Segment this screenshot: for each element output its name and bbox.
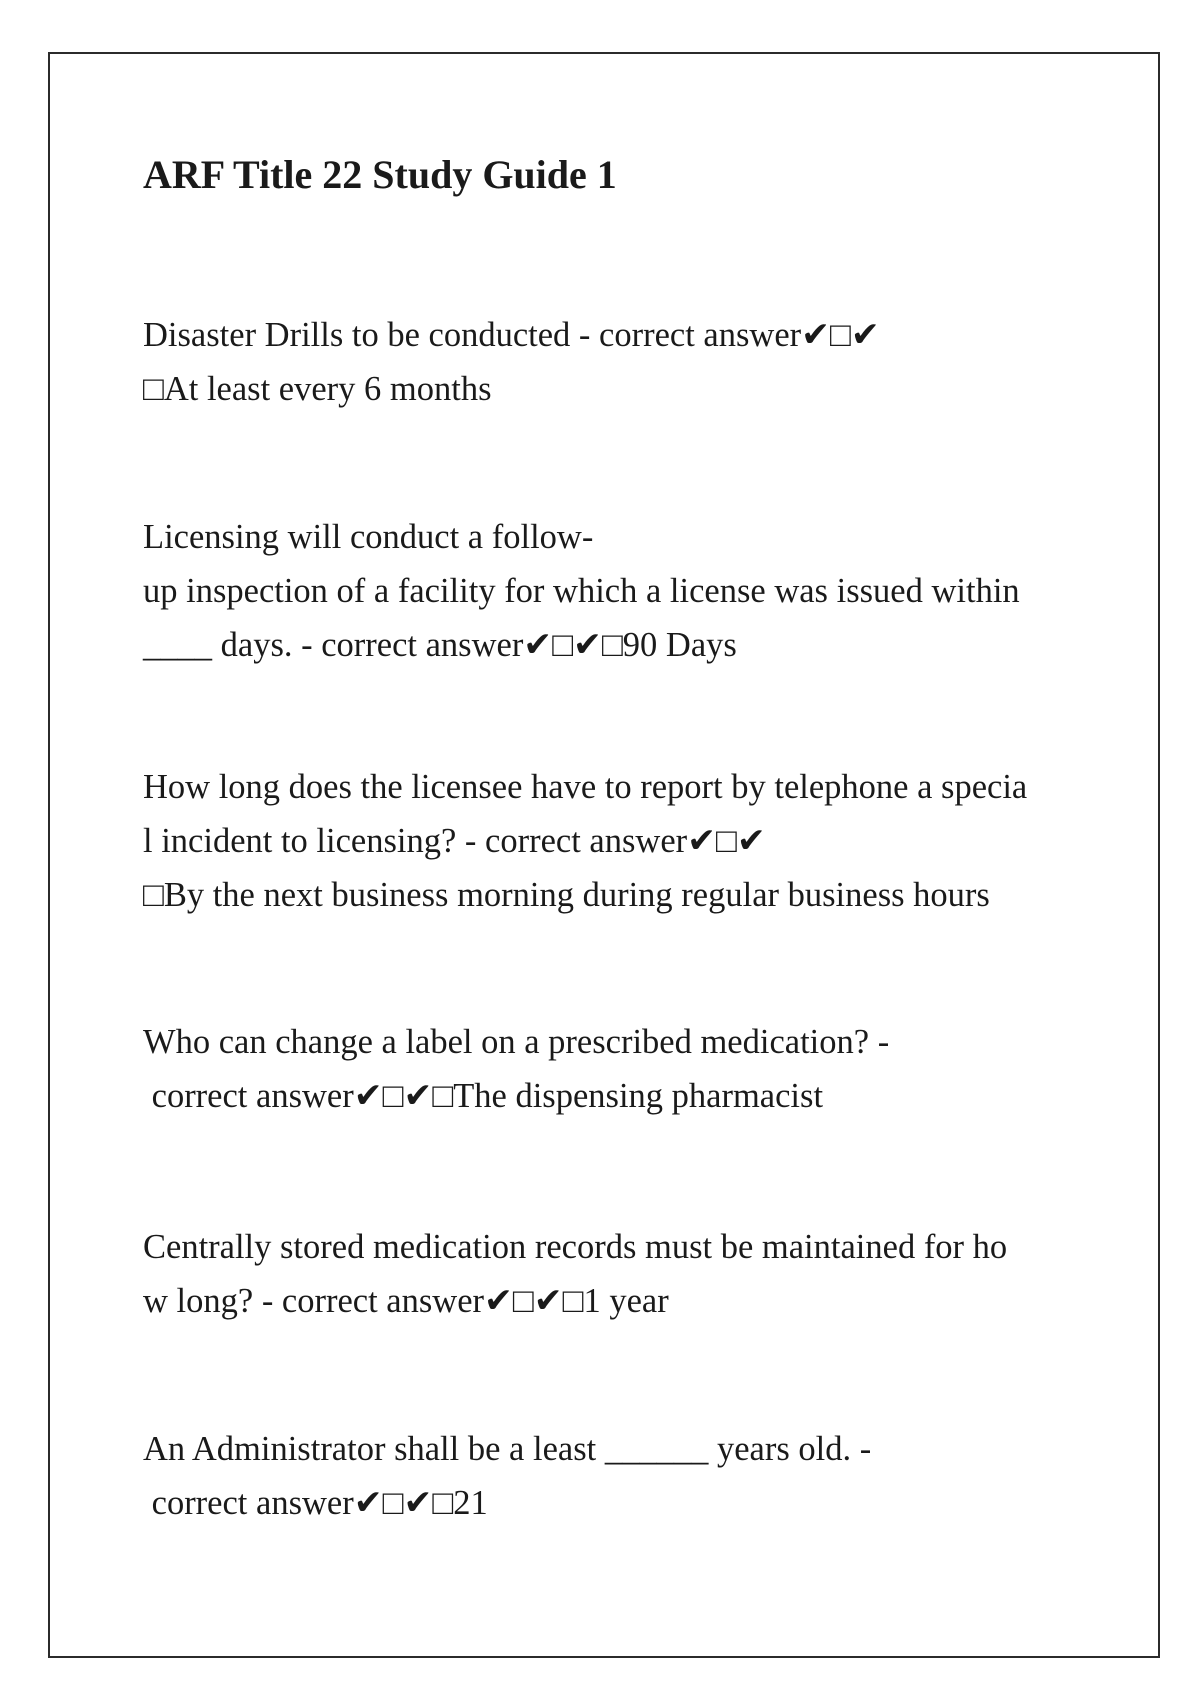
qa-item-medication-label (143, 1015, 889, 1123)
qa-line: l incident to licensing? - correct answer✔□✔ (143, 822, 766, 860)
qa-item-administrator-age (143, 1422, 871, 1530)
qa-line: Centrally stored medication records must be maintained for ho (143, 1228, 1008, 1266)
qa-line: Disaster Drills to be conducted - correct answer✔□✔ (143, 316, 880, 354)
qa-item-medication-records (143, 1220, 1007, 1328)
qa-item-special-incident (143, 760, 1027, 922)
qa-line: up inspection of a facility for which a license was issued within (143, 572, 1020, 610)
qa-line: □At least every 6 months (143, 370, 492, 408)
document-title: ARF Title 22 Study Guide 1 (143, 152, 617, 197)
qa-line: How long does the licensee have to report by telephone a specia (143, 768, 1028, 806)
qa-line: Licensing will conduct a follow- (143, 518, 594, 556)
qa-line: correct answer✔□✔□21 (143, 1484, 488, 1522)
qa-line: ____ days. - correct answer✔□✔□90 Days (143, 626, 737, 664)
qa-item-disaster-drills (143, 308, 880, 416)
qa-item-follow-up-inspection (143, 510, 1020, 672)
qa-line: Who can change a label on a prescribed medication? - (143, 1023, 890, 1061)
qa-line: correct answer✔□✔□The dispensing pharmacist (143, 1077, 824, 1115)
qa-line: w long? - correct answer✔□✔□1 year (143, 1282, 669, 1320)
qa-line: □By the next business morning during regular business hours (143, 876, 990, 914)
qa-line: An Administrator shall be a least ______ years old. - (143, 1430, 872, 1468)
